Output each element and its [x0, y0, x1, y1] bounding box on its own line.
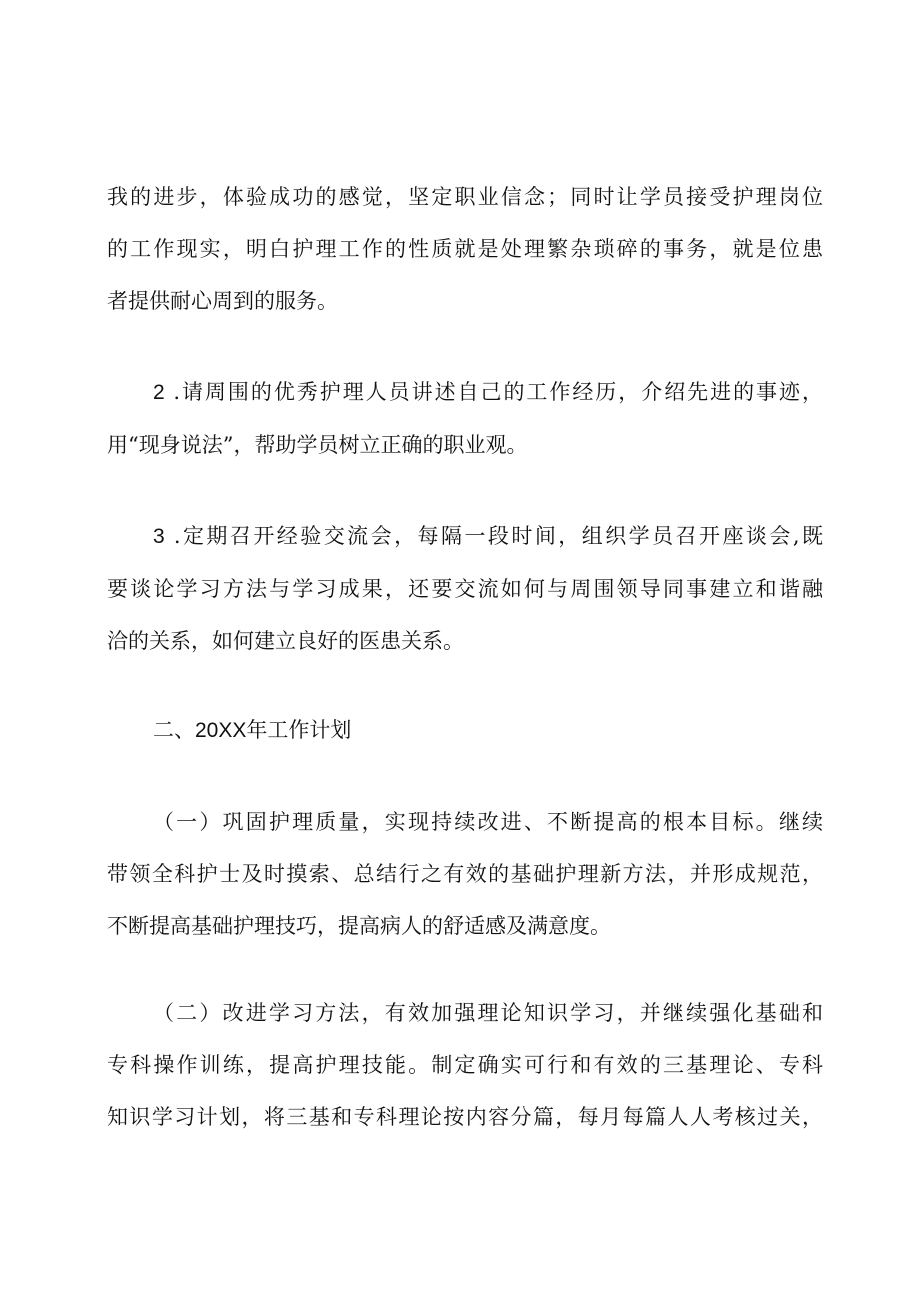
paragraph-line: 带领全科护士及时摸索、总结行之有效的基础护理新方法，并形成规范， — [107, 862, 823, 886]
paragraph-item-2 — [107, 366, 823, 471]
paragraph-continuation — [107, 171, 823, 327]
section-heading — [153, 704, 351, 757]
paragraph-line: 的工作现实，明白护理工作的性质就是处理繁杂琐碎的事务，就是位患 — [107, 237, 823, 261]
paragraph-line — [107, 510, 823, 563]
paragraph-line — [107, 366, 823, 419]
paragraph-plan-2 — [107, 987, 823, 1143]
heading-year: 20XX — [195, 719, 247, 742]
paragraph-line: 者提供耐心周到的服务。 — [107, 289, 338, 313]
paragraph-item-3 — [107, 510, 823, 667]
paragraph-line: 要谈论学习方法与学习成果，还要交流如何与周围领导同事建立和谐融 — [107, 577, 823, 601]
paragraph-line: 不断提高基础护理技巧，提高病人的舒适感及满意度。 — [107, 914, 611, 938]
paragraph-plan-1 — [107, 796, 823, 952]
paragraph-line: （一）巩固护理质量，实现持续改进、不断提高的根本目标。继续 — [153, 810, 823, 834]
paragraph-line: 我的进步，体验成功的感觉，坚定职业信念；同时让学员接受护理岗位 — [107, 185, 823, 209]
paragraph-line-text: .定期召开经验交流会，每隔一段时间，组织学员召开座谈会,既 — [173, 524, 823, 548]
heading-suffix: 年工作计划 — [246, 718, 352, 742]
item-number: 3 — [153, 525, 165, 548]
paragraph-line-text: .请周围的优秀护理人员讲述自己的工作经历，介绍先进的事迹， — [173, 380, 823, 404]
paragraph-line: 用“现身说法”，帮助学员树立正确的职业观。 — [107, 433, 528, 457]
paragraph-line: 知识学习计划，将三基和专科理论按内容分篇，每月每篇人人考核过关， — [107, 1105, 823, 1129]
paragraph-line: （二）改进学习方法，有效加强理论知识学习，并继续强化基础和 — [153, 1001, 823, 1025]
item-number: 2 — [153, 381, 165, 404]
heading-prefix: 二、 — [153, 718, 195, 742]
paragraph-line: 洽的关系，如何建立良好的医患关系。 — [107, 629, 464, 653]
paragraph-line: 专科操作训练，提高护理技能。制定确实可行和有效的三基理论、专科 — [107, 1053, 823, 1077]
